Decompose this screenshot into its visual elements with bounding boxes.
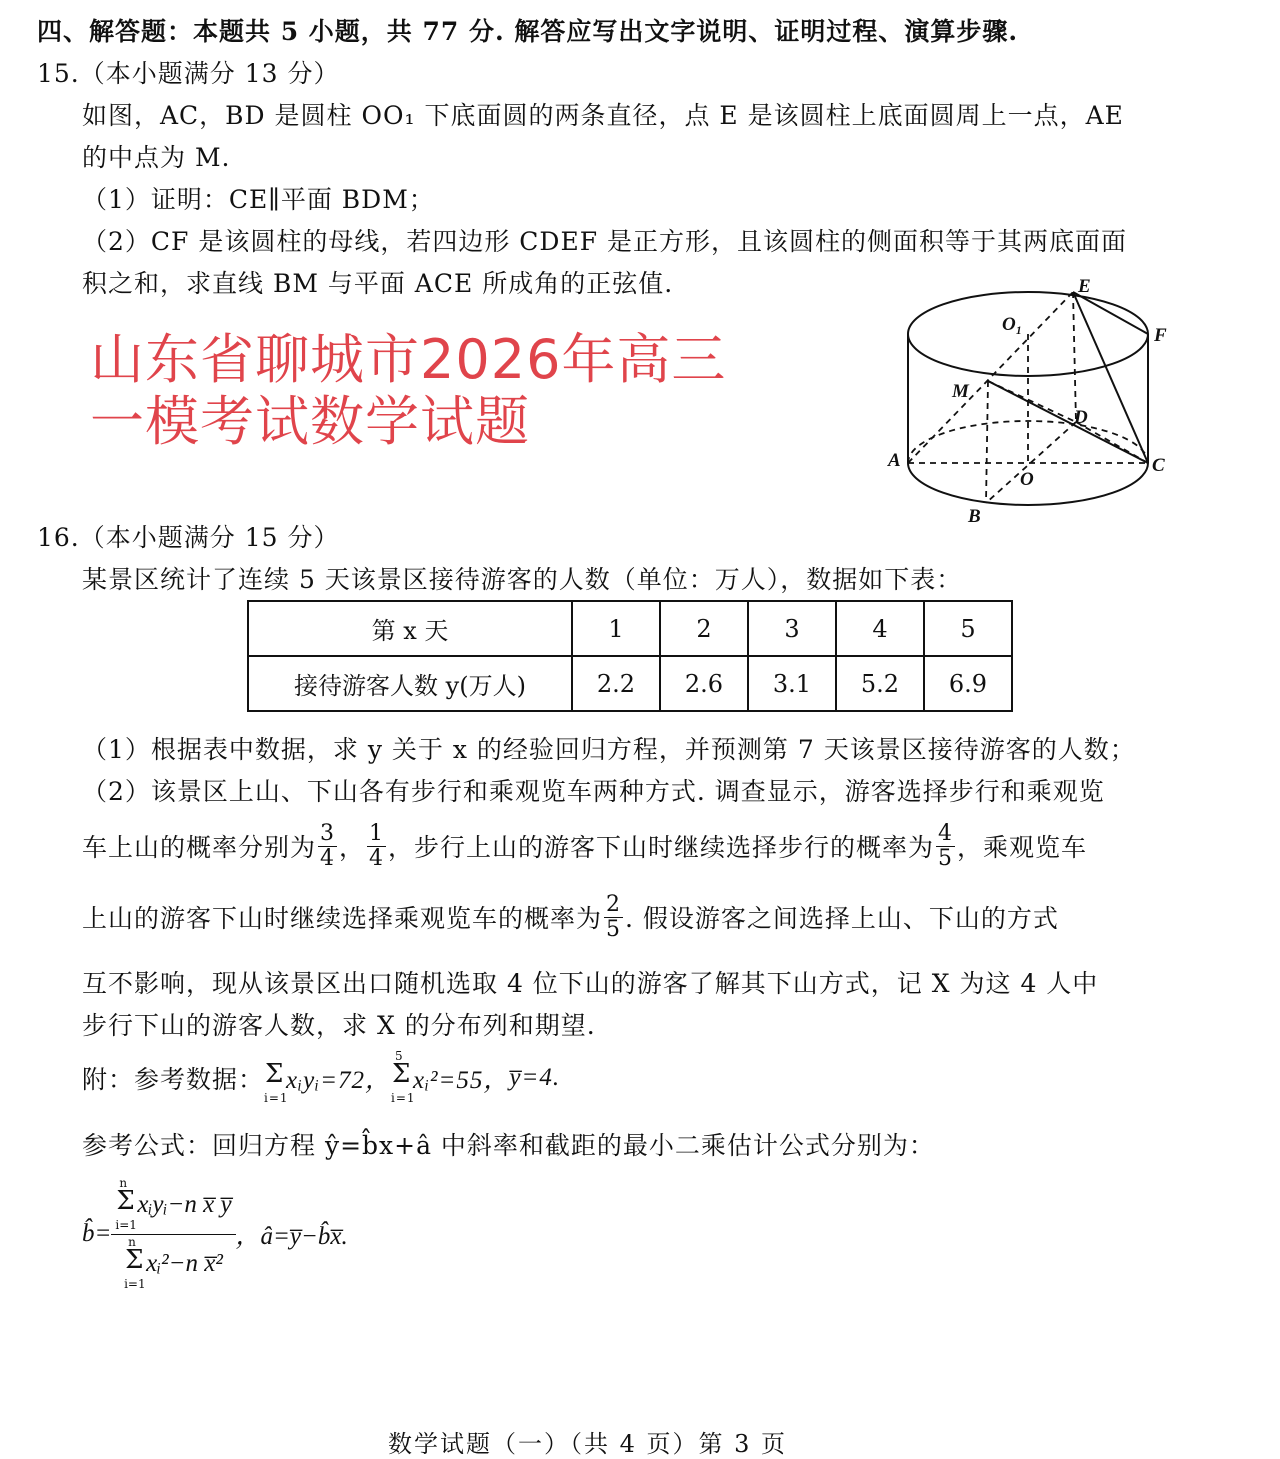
q16-part2-line2 <box>82 818 1087 874</box>
sigma-symbol-3: n Σ i=1 <box>115 1175 137 1232</box>
table-cell-day-2: 2 <box>660 601 748 656</box>
ref-data-label: 附：参考数据： <box>82 1065 265 1094</box>
table-cell-visitors-4: 5.2 <box>836 656 924 711</box>
fraction-4-5-den: 5 <box>938 845 954 871</box>
table-cell-visitors-2: 2.6 <box>660 656 748 711</box>
visitor-table <box>247 600 1013 712</box>
table-cell-day-4: 4 <box>836 601 924 656</box>
segment-EF <box>1073 292 1148 334</box>
label-O: O <box>1020 469 1034 490</box>
table-cell-visitors-1: 2.2 <box>572 656 660 711</box>
sigma-3-lower: i=1 <box>115 1217 137 1232</box>
q16-part2-line4: 互不影响，现从该景区出口随机选取 4 位下山的游客了解其下山方式，记 X 为这 4 人中 <box>82 969 1099 998</box>
segment-AE <box>908 292 1073 463</box>
sigma-4-upper: n <box>128 1234 136 1249</box>
q16-part2-line3 <box>82 888 1059 946</box>
q15-stem-line1: 如图，AC，BD 是圆柱 OO₁ 下底面圆的两条直径，点 E 是该圆柱上底面圆周上一点，AE <box>82 101 1124 130</box>
fraction-1-4 <box>367 822 386 869</box>
segment-DC <box>1076 422 1148 463</box>
watermark-line2: 一模考试数学试题 <box>90 390 530 453</box>
watermark-line1: 山东省聊城市2026年高三 <box>90 328 727 391</box>
q16-part2-line2-a: 车上山的概率分别为 <box>82 833 317 862</box>
fraction-3-4 <box>318 822 337 869</box>
cylinder-figure <box>880 270 1180 530</box>
formula-denominator <box>111 1235 235 1293</box>
q16-part1: （1）根据表中数据，求 y 关于 x 的经验回归方程，并预测第 7 天该景区接待游客的人数； <box>82 735 1136 764</box>
q15-header: 15.（本小题满分 13 分） <box>37 59 340 88</box>
table-cell-visitors-3: 3.1 <box>748 656 836 711</box>
fraction-1-4-den: 4 <box>369 845 385 871</box>
label-M: M <box>952 381 969 402</box>
q15-part1: （1）证明：CE∥平面 BDM； <box>82 185 435 214</box>
q16-part2-line3-a: 上山的游客下山时继续选择乘观览车的概率为 <box>82 904 603 933</box>
sigma-4-lower: i=1 <box>124 1276 146 1291</box>
fraction-3-4-num: 3 <box>320 821 336 847</box>
label-D: D <box>1074 407 1088 428</box>
formula-b-hat <box>82 1176 348 1292</box>
label-O1: O₁ <box>1002 314 1023 335</box>
q16-part2-line3-b: . 假设游客之间选择上山、下山的方式 <box>625 904 1059 933</box>
segment-ED <box>1073 292 1076 422</box>
sigma-2-lower: i=1 <box>391 1091 416 1105</box>
q16-part2-line2-b: ，步行上山的游客下山时继续选择步行的概率为 <box>388 833 935 862</box>
fraction-2-5 <box>604 893 623 940</box>
table-cell-day-1: 1 <box>572 601 660 656</box>
ref-data-sum1: xᵢyᵢ=72， <box>286 1067 391 1094</box>
section-heading: 四、解答题：本题共 5 小题，共 77 分. 解答应写出文字说明、证明过程、演算步骤. <box>37 17 1019 46</box>
table-header-visitors: 接待游客人数 y(万人) <box>248 656 572 711</box>
fraction-3-4-den: 4 <box>320 845 336 871</box>
sigma-symbol-4: n Σ i=1 <box>124 1234 146 1291</box>
label-F: F <box>1154 325 1167 346</box>
table-cell-visitors-5: 6.9 <box>924 656 1012 711</box>
fraction-1-4-num: 1 <box>369 821 385 847</box>
segment-MD <box>988 381 1076 422</box>
ref-data-ybar: y̅=4. <box>509 1064 561 1091</box>
q15-part2-line2: 积之和，求直线 BM 与平面 ACE 所成角的正弦值. <box>82 269 674 298</box>
sigma-symbol-2: 5 Σ i=1 <box>391 1049 416 1105</box>
ref-formula: 参考公式：回归方程 ŷ=b̂x+â 中斜率和截距的最小二乘估计公式分别为： <box>82 1131 935 1160</box>
fraction-4-5 <box>936 822 955 869</box>
label-C: C <box>1152 455 1165 476</box>
label-B: B <box>968 506 981 527</box>
formula-numerator <box>111 1176 235 1235</box>
segment-MC <box>988 381 1148 463</box>
q16-intro: 某景区统计了连续 5 天该景区接待游客的人数（单位：万人），数据如下表： <box>82 565 963 594</box>
fraction-2-5-den: 5 <box>606 916 622 942</box>
page-footer: 数学试题（一）（共 4 页）第 3 页 <box>388 1430 788 1458</box>
sigma-3-upper: n <box>119 1175 128 1190</box>
segment-MB <box>986 381 988 503</box>
q16-part2-line2-c: ，乘观览车 <box>957 833 1088 862</box>
formula-b-hat-label: b̂= <box>82 1220 112 1247</box>
table-cell-day-3: 3 <box>748 601 836 656</box>
q15-stem-line2: 的中点为 M. <box>82 143 231 172</box>
q16-header: 16.（本小题满分 15 分） <box>37 523 340 552</box>
segment-EC <box>1073 292 1148 463</box>
formula-denominator-text: xᵢ²−n x̅² <box>146 1249 223 1277</box>
fraction-2-5-num: 2 <box>606 892 622 918</box>
sigma-1-lower: i=1 <box>264 1091 289 1105</box>
label-A: A <box>888 450 901 471</box>
fraction-4-5-num: 4 <box>938 821 954 847</box>
label-E: E <box>1078 276 1091 297</box>
comma: ， <box>339 833 366 862</box>
formula-fraction <box>111 1176 235 1293</box>
table-row-visitors <box>248 656 1012 711</box>
q16-part2-line5: 步行下山的游客人数，求 X 的分布列和期望. <box>82 1011 596 1040</box>
table-cell-day-5: 5 <box>924 601 1012 656</box>
ref-data <box>82 1048 560 1108</box>
q15-part2-line1: （2）CF 是该圆柱的母线，若四边形 CDEF 是正方形，且该圆柱的侧面积等于其两底面面 <box>82 227 1127 256</box>
sigma-symbol-1: Σ i=1 <box>264 1059 289 1105</box>
table-header-day: 第 x 天 <box>248 601 572 656</box>
formula-a-hat: ，â=y̅−b̂x̅. <box>235 1223 348 1250</box>
sigma-2-upper: 5 <box>395 1049 404 1063</box>
q16-part2-line1: （2）该景区上山、下山各有步行和乘观览车两种方式. 调查显示，游客选择步行和乘观览 <box>82 777 1105 806</box>
ref-data-sum2: xᵢ²=55， <box>413 1067 510 1094</box>
formula-numerator-text: xᵢyᵢ−n x̅ y̅ <box>137 1190 232 1218</box>
table-row-days <box>248 601 1012 656</box>
